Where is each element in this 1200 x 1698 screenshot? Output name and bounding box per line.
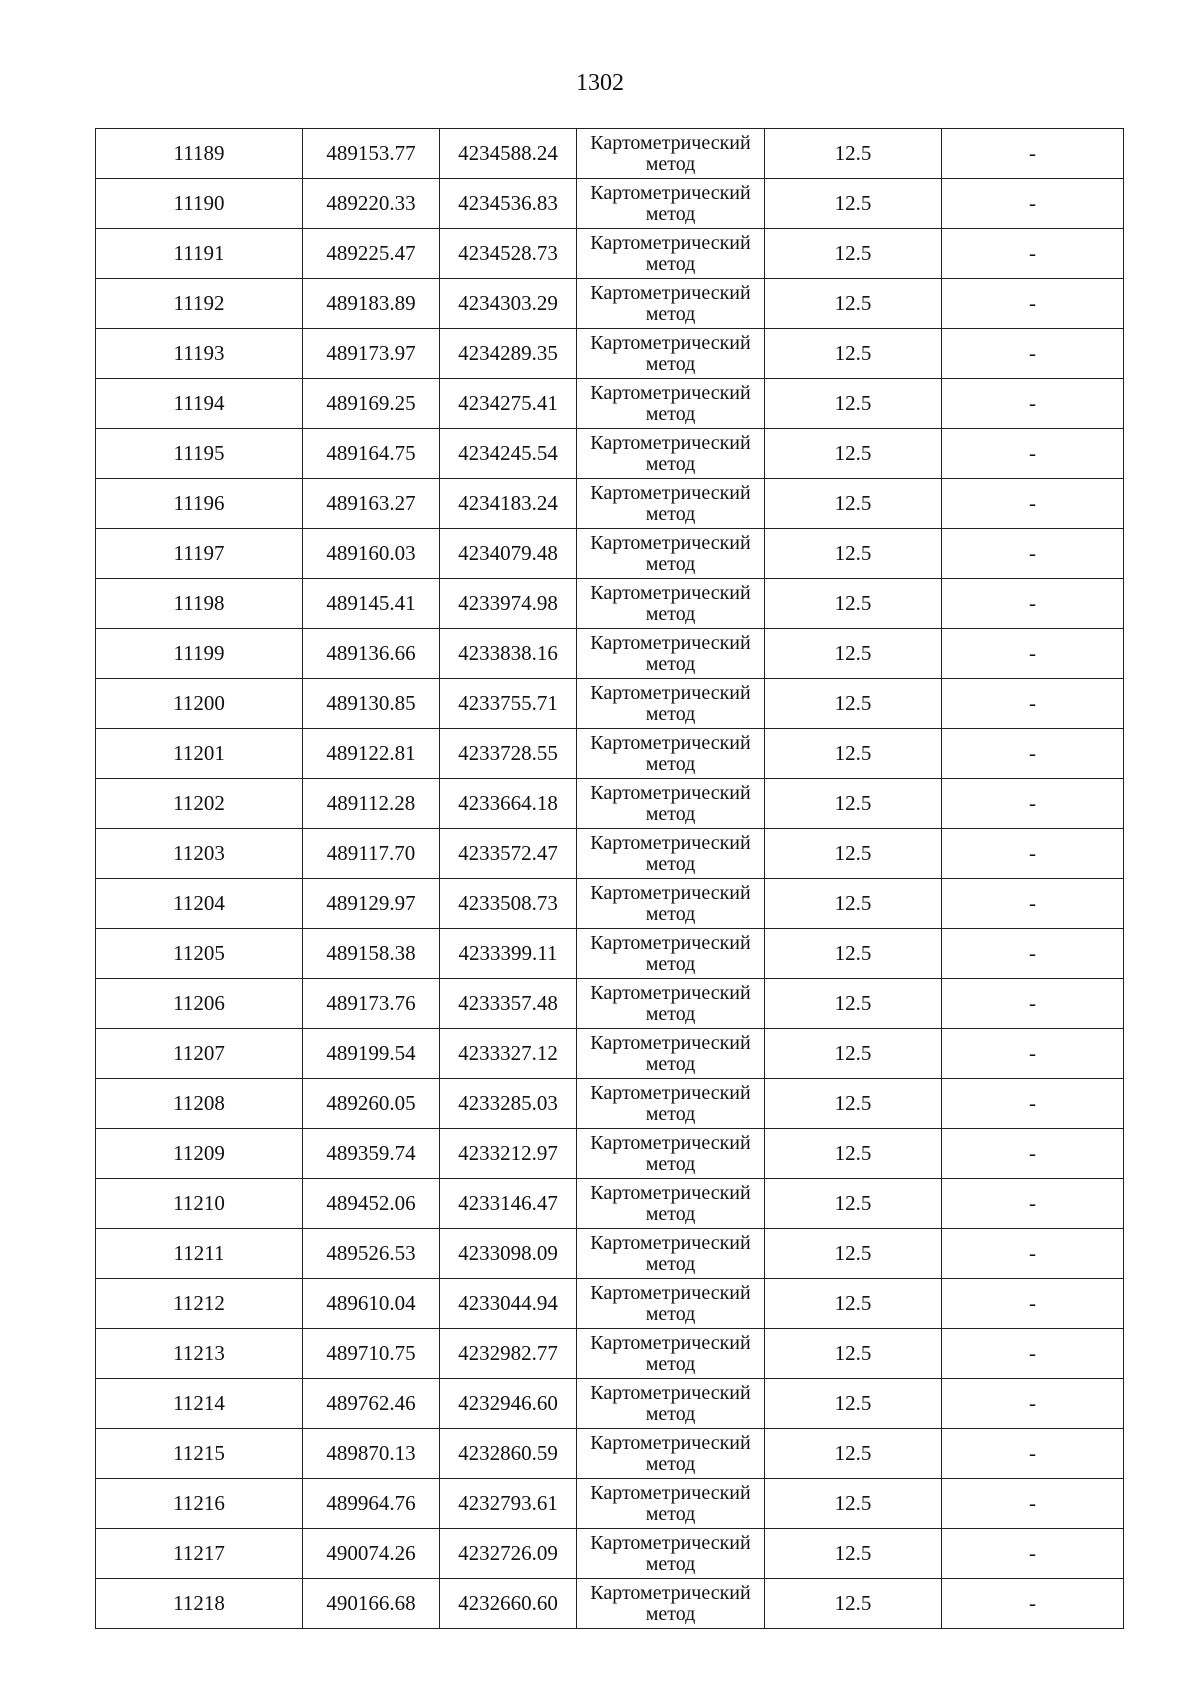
note-cell: - xyxy=(942,879,1124,929)
note-cell: - xyxy=(942,229,1124,279)
accuracy-cell: 12.5 xyxy=(765,1029,942,1079)
x-coordinate-cell: 489220.33 xyxy=(303,179,440,229)
table-row xyxy=(96,129,1124,179)
accuracy-cell: 12.5 xyxy=(765,1429,942,1479)
y-coordinate-cell: 4234183.24 xyxy=(440,479,577,529)
note-cell: - xyxy=(942,179,1124,229)
accuracy-cell: 12.5 xyxy=(765,1329,942,1379)
point-id-cell: 11191 xyxy=(96,229,303,279)
y-coordinate-cell: 4233755.71 xyxy=(440,679,577,729)
x-coordinate-cell: 489164.75 xyxy=(303,429,440,479)
method-cell: Картометрический метод xyxy=(577,679,765,729)
y-coordinate-cell: 4232946.60 xyxy=(440,1379,577,1429)
method-cell: Картометрический метод xyxy=(577,129,765,179)
x-coordinate-cell: 489964.76 xyxy=(303,1479,440,1529)
method-cell: Картометрический метод xyxy=(577,1079,765,1129)
table-row xyxy=(96,979,1124,1029)
table-row xyxy=(96,1579,1124,1629)
accuracy-cell: 12.5 xyxy=(765,829,942,879)
x-coordinate-cell: 489225.47 xyxy=(303,229,440,279)
table-row xyxy=(96,779,1124,829)
x-coordinate-cell: 489136.66 xyxy=(303,629,440,679)
y-coordinate-cell: 4234275.41 xyxy=(440,379,577,429)
note-cell: - xyxy=(942,1479,1124,1529)
y-coordinate-cell: 4232726.09 xyxy=(440,1529,577,1579)
y-coordinate-cell: 4233327.12 xyxy=(440,1029,577,1079)
point-id-cell: 11192 xyxy=(96,279,303,329)
y-coordinate-cell: 4234528.73 xyxy=(440,229,577,279)
note-cell: - xyxy=(942,979,1124,1029)
accuracy-cell: 12.5 xyxy=(765,329,942,379)
table-row xyxy=(96,1379,1124,1429)
note-cell: - xyxy=(942,829,1124,879)
coordinates-table xyxy=(95,128,1124,1629)
method-cell: Картометрический метод xyxy=(577,579,765,629)
x-coordinate-cell: 489183.89 xyxy=(303,279,440,329)
note-cell: - xyxy=(942,1579,1124,1629)
accuracy-cell: 12.5 xyxy=(765,379,942,429)
y-coordinate-cell: 4233664.18 xyxy=(440,779,577,829)
y-coordinate-cell: 4234588.24 xyxy=(440,129,577,179)
method-cell: Картометрический метод xyxy=(577,1479,765,1529)
x-coordinate-cell: 489452.06 xyxy=(303,1179,440,1229)
accuracy-cell: 12.5 xyxy=(765,1379,942,1429)
y-coordinate-cell: 4234303.29 xyxy=(440,279,577,329)
accuracy-cell: 12.5 xyxy=(765,879,942,929)
table-row xyxy=(96,629,1124,679)
point-id-cell: 11218 xyxy=(96,1579,303,1629)
y-coordinate-cell: 4233508.73 xyxy=(440,879,577,929)
method-cell: Картометрический метод xyxy=(577,1229,765,1279)
note-cell: - xyxy=(942,579,1124,629)
x-coordinate-cell: 489173.76 xyxy=(303,979,440,1029)
method-cell: Картометрический метод xyxy=(577,429,765,479)
point-id-cell: 11203 xyxy=(96,829,303,879)
y-coordinate-cell: 4234079.48 xyxy=(440,529,577,579)
method-cell: Картометрический метод xyxy=(577,729,765,779)
x-coordinate-cell: 489112.28 xyxy=(303,779,440,829)
x-coordinate-cell: 489173.97 xyxy=(303,329,440,379)
table-row xyxy=(96,429,1124,479)
y-coordinate-cell: 4232793.61 xyxy=(440,1479,577,1529)
accuracy-cell: 12.5 xyxy=(765,629,942,679)
accuracy-cell: 12.5 xyxy=(765,279,942,329)
method-cell: Картометрический метод xyxy=(577,279,765,329)
coordinates-table-body xyxy=(96,129,1124,1629)
y-coordinate-cell: 4234289.35 xyxy=(440,329,577,379)
x-coordinate-cell: 489526.53 xyxy=(303,1229,440,1279)
method-cell: Картометрический метод xyxy=(577,1029,765,1079)
accuracy-cell: 12.5 xyxy=(765,479,942,529)
accuracy-cell: 12.5 xyxy=(765,229,942,279)
method-cell: Картометрический метод xyxy=(577,629,765,679)
note-cell: - xyxy=(942,529,1124,579)
note-cell: - xyxy=(942,479,1124,529)
table-row xyxy=(96,329,1124,379)
point-id-cell: 11209 xyxy=(96,1129,303,1179)
table-row xyxy=(96,479,1124,529)
y-coordinate-cell: 4233044.94 xyxy=(440,1279,577,1329)
x-coordinate-cell: 489762.46 xyxy=(303,1379,440,1429)
point-id-cell: 11205 xyxy=(96,929,303,979)
x-coordinate-cell: 489129.97 xyxy=(303,879,440,929)
x-coordinate-cell: 489260.05 xyxy=(303,1079,440,1129)
y-coordinate-cell: 4233285.03 xyxy=(440,1079,577,1129)
note-cell: - xyxy=(942,1029,1124,1079)
x-coordinate-cell: 489130.85 xyxy=(303,679,440,729)
y-coordinate-cell: 4232860.59 xyxy=(440,1429,577,1479)
x-coordinate-cell: 489610.04 xyxy=(303,1279,440,1329)
method-cell: Картометрический метод xyxy=(577,329,765,379)
table-row xyxy=(96,1529,1124,1579)
note-cell: - xyxy=(942,1329,1124,1379)
method-cell: Картометрический метод xyxy=(577,1179,765,1229)
y-coordinate-cell: 4234245.54 xyxy=(440,429,577,479)
point-id-cell: 11204 xyxy=(96,879,303,929)
accuracy-cell: 12.5 xyxy=(765,929,942,979)
x-coordinate-cell: 489145.41 xyxy=(303,579,440,629)
point-id-cell: 11199 xyxy=(96,629,303,679)
point-id-cell: 11210 xyxy=(96,1179,303,1229)
method-cell: Картометрический метод xyxy=(577,1329,765,1379)
point-id-cell: 11202 xyxy=(96,779,303,829)
x-coordinate-cell: 489710.75 xyxy=(303,1329,440,1379)
point-id-cell: 11193 xyxy=(96,329,303,379)
method-cell: Картометрический метод xyxy=(577,1129,765,1179)
note-cell: - xyxy=(942,1379,1124,1429)
x-coordinate-cell: 489160.03 xyxy=(303,529,440,579)
x-coordinate-cell: 490166.68 xyxy=(303,1579,440,1629)
method-cell: Картометрический метод xyxy=(577,879,765,929)
accuracy-cell: 12.5 xyxy=(765,979,942,1029)
point-id-cell: 11189 xyxy=(96,129,303,179)
point-id-cell: 11195 xyxy=(96,429,303,479)
method-cell: Картометрический метод xyxy=(577,229,765,279)
table-row xyxy=(96,179,1124,229)
point-id-cell: 11196 xyxy=(96,479,303,529)
x-coordinate-cell: 490074.26 xyxy=(303,1529,440,1579)
accuracy-cell: 12.5 xyxy=(765,1079,942,1129)
x-coordinate-cell: 489870.13 xyxy=(303,1429,440,1479)
point-id-cell: 11198 xyxy=(96,579,303,629)
accuracy-cell: 12.5 xyxy=(765,579,942,629)
x-coordinate-cell: 489122.81 xyxy=(303,729,440,779)
method-cell: Картометрический метод xyxy=(577,1379,765,1429)
note-cell: - xyxy=(942,329,1124,379)
y-coordinate-cell: 4233728.55 xyxy=(440,729,577,779)
point-id-cell: 11200 xyxy=(96,679,303,729)
accuracy-cell: 12.5 xyxy=(765,729,942,779)
accuracy-cell: 12.5 xyxy=(765,1579,942,1629)
point-id-cell: 11217 xyxy=(96,1529,303,1579)
table-row xyxy=(96,1279,1124,1329)
y-coordinate-cell: 4233357.48 xyxy=(440,979,577,1029)
note-cell: - xyxy=(942,679,1124,729)
y-coordinate-cell: 4233098.09 xyxy=(440,1229,577,1279)
method-cell: Картометрический метод xyxy=(577,1429,765,1479)
accuracy-cell: 12.5 xyxy=(765,429,942,479)
method-cell: Картометрический метод xyxy=(577,1529,765,1579)
point-id-cell: 11213 xyxy=(96,1329,303,1379)
accuracy-cell: 12.5 xyxy=(765,1479,942,1529)
note-cell: - xyxy=(942,379,1124,429)
note-cell: - xyxy=(942,1279,1124,1329)
note-cell: - xyxy=(942,1229,1124,1279)
note-cell: - xyxy=(942,629,1124,679)
table-row xyxy=(96,1429,1124,1479)
point-id-cell: 11197 xyxy=(96,529,303,579)
y-coordinate-cell: 4233399.11 xyxy=(440,929,577,979)
method-cell: Картометрический метод xyxy=(577,779,765,829)
table-row xyxy=(96,1329,1124,1379)
y-coordinate-cell: 4234536.83 xyxy=(440,179,577,229)
table-row xyxy=(96,1479,1124,1529)
table-row xyxy=(96,229,1124,279)
table-row xyxy=(96,379,1124,429)
method-cell: Картометрический метод xyxy=(577,1579,765,1629)
note-cell: - xyxy=(942,1129,1124,1179)
point-id-cell: 11211 xyxy=(96,1229,303,1279)
table-row xyxy=(96,279,1124,329)
note-cell: - xyxy=(942,929,1124,979)
point-id-cell: 11208 xyxy=(96,1079,303,1129)
method-cell: Картометрический метод xyxy=(577,929,765,979)
point-id-cell: 11207 xyxy=(96,1029,303,1079)
point-id-cell: 11215 xyxy=(96,1429,303,1479)
table-row xyxy=(96,579,1124,629)
table-row xyxy=(96,1129,1124,1179)
point-id-cell: 11194 xyxy=(96,379,303,429)
table-row xyxy=(96,829,1124,879)
table-row xyxy=(96,1229,1124,1279)
point-id-cell: 11206 xyxy=(96,979,303,1029)
accuracy-cell: 12.5 xyxy=(765,1129,942,1179)
accuracy-cell: 12.5 xyxy=(765,679,942,729)
x-coordinate-cell: 489163.27 xyxy=(303,479,440,529)
point-id-cell: 11216 xyxy=(96,1479,303,1529)
point-id-cell: 11214 xyxy=(96,1379,303,1429)
y-coordinate-cell: 4232660.60 xyxy=(440,1579,577,1629)
table-row xyxy=(96,1179,1124,1229)
accuracy-cell: 12.5 xyxy=(765,779,942,829)
note-cell: - xyxy=(942,429,1124,479)
note-cell: - xyxy=(942,1079,1124,1129)
table-row xyxy=(96,1079,1124,1129)
y-coordinate-cell: 4233838.16 xyxy=(440,629,577,679)
note-cell: - xyxy=(942,729,1124,779)
method-cell: Картометрический метод xyxy=(577,1279,765,1329)
method-cell: Картометрический метод xyxy=(577,479,765,529)
note-cell: - xyxy=(942,1179,1124,1229)
x-coordinate-cell: 489169.25 xyxy=(303,379,440,429)
table-row xyxy=(96,929,1124,979)
y-coordinate-cell: 4232982.77 xyxy=(440,1329,577,1379)
method-cell: Картометрический метод xyxy=(577,979,765,1029)
note-cell: - xyxy=(942,1429,1124,1479)
method-cell: Картометрический метод xyxy=(577,179,765,229)
accuracy-cell: 12.5 xyxy=(765,179,942,229)
y-coordinate-cell: 4233974.98 xyxy=(440,579,577,629)
note-cell: - xyxy=(942,779,1124,829)
point-id-cell: 11212 xyxy=(96,1279,303,1329)
note-cell: - xyxy=(942,279,1124,329)
accuracy-cell: 12.5 xyxy=(765,1229,942,1279)
accuracy-cell: 12.5 xyxy=(765,529,942,579)
table-row xyxy=(96,679,1124,729)
x-coordinate-cell: 489359.74 xyxy=(303,1129,440,1179)
y-coordinate-cell: 4233146.47 xyxy=(440,1179,577,1229)
table-row xyxy=(96,729,1124,779)
x-coordinate-cell: 489158.38 xyxy=(303,929,440,979)
x-coordinate-cell: 489153.77 xyxy=(303,129,440,179)
table-row xyxy=(96,879,1124,929)
accuracy-cell: 12.5 xyxy=(765,1179,942,1229)
note-cell: - xyxy=(942,129,1124,179)
point-id-cell: 11201 xyxy=(96,729,303,779)
accuracy-cell: 12.5 xyxy=(765,1279,942,1329)
y-coordinate-cell: 4233212.97 xyxy=(440,1129,577,1179)
method-cell: Картометрический метод xyxy=(577,529,765,579)
accuracy-cell: 12.5 xyxy=(765,1529,942,1579)
point-id-cell: 11190 xyxy=(96,179,303,229)
accuracy-cell: 12.5 xyxy=(765,129,942,179)
x-coordinate-cell: 489199.54 xyxy=(303,1029,440,1079)
x-coordinate-cell: 489117.70 xyxy=(303,829,440,879)
method-cell: Картометрический метод xyxy=(577,379,765,429)
page-number: 1302 xyxy=(576,70,624,96)
note-cell: - xyxy=(942,1529,1124,1579)
table-row xyxy=(96,1029,1124,1079)
method-cell: Картометрический метод xyxy=(577,829,765,879)
y-coordinate-cell: 4233572.47 xyxy=(440,829,577,879)
table-row xyxy=(96,529,1124,579)
